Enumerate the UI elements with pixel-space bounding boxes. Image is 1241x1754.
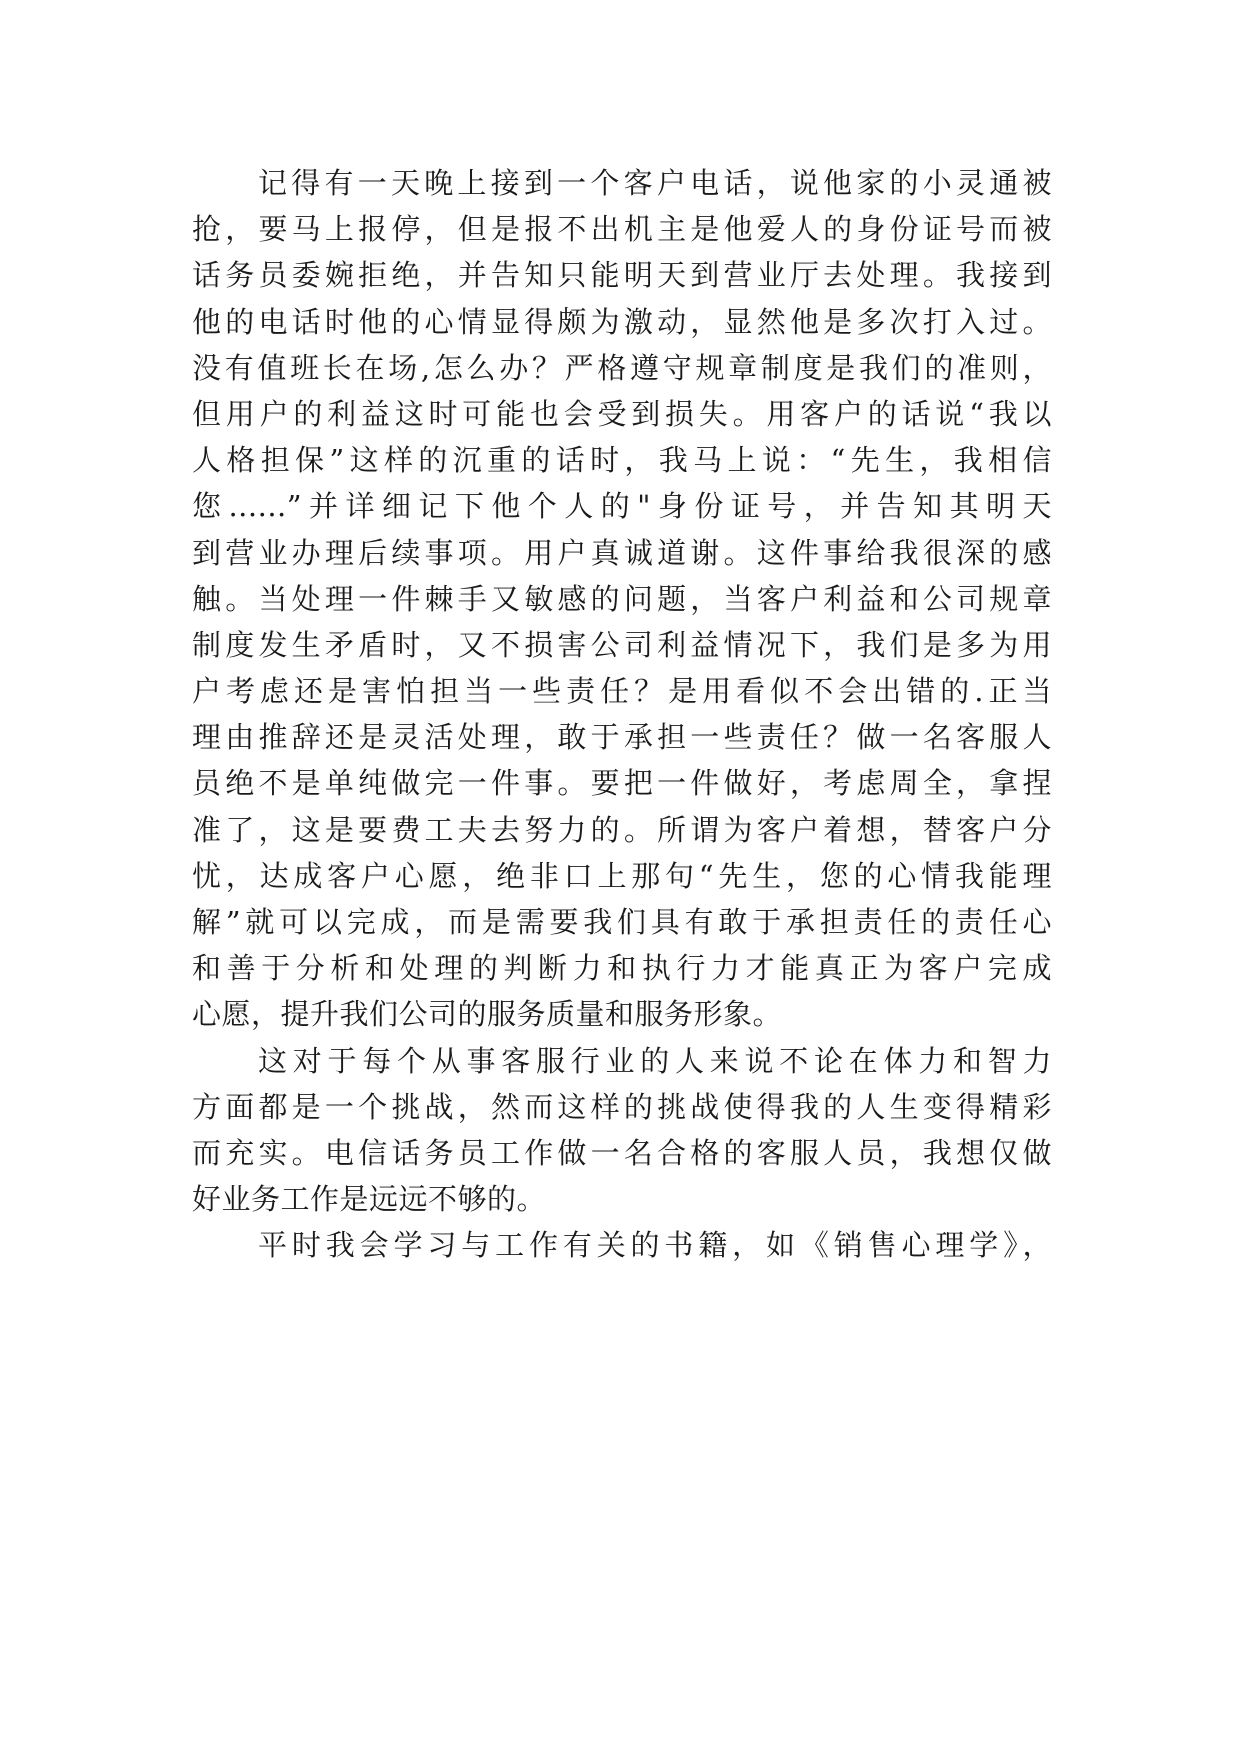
text-line: 忧，达成客户心愿，绝非口上那句“先生，您的心情我能理 — [192, 858, 1052, 893]
text-line: 员绝不是单纯做完一件事。要把一件做好，考虑周全，拿捏 — [192, 766, 1052, 801]
body-text — [192, 160, 1052, 1269]
text-line: 人格担保”这样的沉重的话时，我马上说：“先生，我相信 — [192, 443, 1052, 478]
text-line: 心愿，提升我们公司的服务质量和服务形象。 — [192, 997, 783, 1032]
text-line: 但用户的利益这时可能也会受到损失。用客户的话说“我以 — [192, 396, 1052, 431]
text-line: 方面都是一个挑战，然而这样的挑战使得我的人生变得精彩 — [192, 1089, 1052, 1124]
text-line: 抢，要马上报停，但是报不出机主是他爱人的身份证号而被 — [192, 212, 1052, 247]
text-line: 这对于每个从事客服行业的人来说不论在体力和智力 — [258, 1043, 1052, 1078]
text-line: 记得有一天晚上接到一个客户电话，说他家的小灵通被 — [258, 166, 1052, 200]
text-line: 话务员委婉拒绝，并告知只能明天到营业厅去处理。我接到 — [192, 258, 1052, 293]
text-line: 制度发生矛盾时，又不损害公司利益情况下，我们是多为用 — [192, 627, 1052, 662]
text-line: 他的电话时他的心情显得颇为激动，显然他是多次打入过。 — [192, 304, 1052, 339]
text-line: 平时我会学习与工作有关的书籍，如《销售心理学》， — [258, 1228, 1052, 1263]
text-line: 好业务工作是远远不够的。 — [192, 1182, 547, 1217]
text-line: 和善于分析和处理的判断力和执行力才能真正为客户完成 — [192, 951, 1052, 986]
text-line: 到营业办理后续事项。用户真诚道谢。这件事给我很深的感 — [192, 535, 1052, 570]
text-line: 触。当处理一件棘手又敏感的问题，当客户利益和公司规章 — [192, 581, 1052, 616]
text-line: 您......”并详细记下他个人的"身份证号，并告知其明天 — [192, 489, 1052, 524]
text-line: 准了，这是要费工夫去努力的。所谓为客户着想，替客户分 — [192, 812, 1052, 847]
text-line: 而充实。电信话务员工作做一名合格的客服人员，我想仅做 — [192, 1135, 1052, 1170]
text-line: 解”就可以完成，而是需要我们具有敢于承担责任的责任心 — [192, 905, 1052, 939]
text-line: 理由推辞还是灵活处理，敢于承担一些责任？做一名客服人 — [192, 720, 1052, 755]
text-line: 没有值班长在场,怎么办？严格遵守规章制度是我们的准则， — [192, 350, 1052, 385]
text-line: 户考虑还是害怕担当一些责任？是用看似不会出错的.正当 — [192, 674, 1052, 709]
